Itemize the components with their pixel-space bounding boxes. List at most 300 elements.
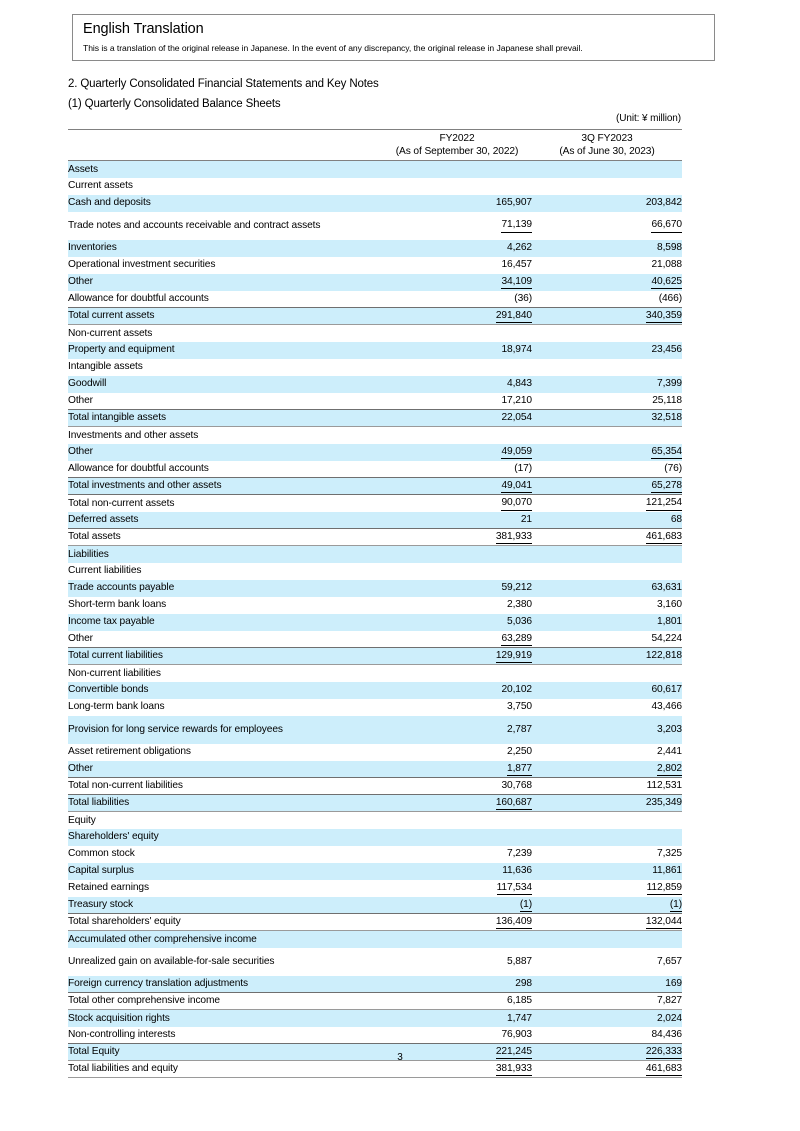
row-value-fy2022 (382, 563, 532, 580)
row-value-fy2022 (382, 495, 532, 512)
row-value-3q-fy2023-text: 169 (665, 978, 682, 989)
row-value-fy2022 (382, 993, 532, 1010)
row-label: Total other comprehensive income (68, 993, 382, 1010)
row-value-3q-fy2023 (532, 699, 682, 716)
table-row (68, 880, 682, 897)
unit-note: (Unit: ¥ million) (616, 113, 681, 124)
column-header-3q-fy2023-line1: 3Q FY2023 (581, 133, 633, 144)
row-value-fy2022 (382, 716, 532, 744)
row-value-3q-fy2023 (532, 563, 682, 580)
row-value-3q-fy2023-text: 65,354 (651, 445, 682, 460)
row-value-fy2022 (382, 846, 532, 863)
table-row (68, 795, 682, 812)
row-value-fy2022-text: 17,210 (501, 395, 532, 406)
table-row (68, 597, 682, 614)
row-value-3q-fy2023 (532, 976, 682, 993)
row-value-3q-fy2023 (532, 308, 682, 325)
table-row (68, 195, 682, 212)
row-value-3q-fy2023-text: 235,349 (645, 797, 682, 809)
row-value-3q-fy2023 (532, 761, 682, 778)
row-value-3q-fy2023 (532, 410, 682, 427)
row-value-3q-fy2023-text: 32,518 (651, 412, 682, 424)
table-row (68, 546, 682, 563)
table-row (68, 240, 682, 257)
row-value-3q-fy2023 (532, 993, 682, 1010)
row-value-3q-fy2023-text: 7,827 (657, 995, 682, 1007)
row-value-3q-fy2023-text: 7,399 (657, 378, 682, 390)
row-value-3q-fy2023 (532, 427, 682, 444)
row-value-fy2022-text: 59,212 (501, 582, 532, 594)
table-row (68, 976, 682, 993)
row-label: Allowance for doubtful accounts (68, 463, 209, 474)
row-value-3q-fy2023-text: 66,670 (651, 218, 682, 233)
table-row (68, 829, 682, 846)
row-value-fy2022-text: 49,059 (501, 445, 532, 460)
row-value-3q-fy2023-text: 112,531 (646, 780, 682, 792)
row-value-fy2022 (382, 829, 532, 846)
row-value-fy2022 (382, 161, 532, 178)
row-value-fy2022 (382, 761, 532, 778)
row-label: Non-current assets (68, 327, 153, 339)
row-value-fy2022 (382, 631, 532, 648)
row-value-3q-fy2023 (532, 648, 682, 665)
row-value-3q-fy2023 (532, 931, 682, 948)
row-value-3q-fy2023 (532, 948, 682, 976)
row-label: Other (68, 274, 382, 291)
row-value-3q-fy2023-text: 60,617 (651, 684, 682, 696)
table-row (68, 914, 682, 931)
row-value-fy2022-text: 4,843 (507, 378, 532, 390)
row-value-fy2022-text: (36) (514, 293, 532, 304)
row-label: Total non-current assets (68, 495, 382, 512)
table-row (68, 1010, 682, 1027)
row-value-fy2022-text: 22,054 (501, 412, 532, 424)
row-value-fy2022 (382, 699, 532, 716)
row-value-fy2022 (382, 308, 532, 325)
row-value-fy2022 (382, 665, 532, 682)
table-row (68, 614, 682, 631)
row-value-fy2022 (382, 931, 532, 948)
row-value-3q-fy2023 (532, 461, 682, 478)
row-label: Long-term bank loans (68, 701, 165, 713)
row-value-fy2022-text: 117,534 (497, 881, 532, 896)
row-value-3q-fy2023 (532, 376, 682, 393)
row-value-3q-fy2023 (532, 631, 682, 648)
row-value-fy2022-text: 1,747 (507, 1012, 532, 1024)
row-value-3q-fy2023 (532, 529, 682, 546)
row-label: Total current liabilities (68, 648, 382, 665)
row-label: Total intangible assets (68, 410, 382, 427)
row-value-fy2022 (382, 529, 532, 546)
row-value-3q-fy2023-text: 68 (670, 514, 682, 525)
row-value-3q-fy2023 (532, 778, 682, 795)
row-value-fy2022-text: 63,289 (501, 632, 532, 647)
row-label: Stock acquisition rights (68, 1010, 382, 1027)
row-label: Income tax payable (68, 614, 382, 631)
table-row (68, 291, 682, 308)
table-row (68, 699, 682, 716)
row-value-3q-fy2023-text: (466) (658, 293, 682, 304)
row-value-3q-fy2023 (532, 291, 682, 308)
table-row (68, 648, 682, 665)
table-row (68, 716, 682, 744)
row-value-3q-fy2023-text: 461,683 (646, 1062, 682, 1077)
table-row (68, 376, 682, 393)
row-label: Inventories (68, 240, 382, 257)
table-row (68, 342, 682, 359)
row-value-3q-fy2023-text: 40,625 (651, 275, 682, 290)
row-value-3q-fy2023-text: 122,818 (645, 650, 682, 662)
row-value-3q-fy2023 (532, 478, 682, 495)
row-value-3q-fy2023 (532, 495, 682, 512)
row-value-3q-fy2023 (532, 274, 682, 291)
column-header-fy2022-line2: (As of September 30, 2022) (395, 146, 519, 157)
row-label: Treasury stock (68, 897, 382, 914)
table-row (68, 665, 682, 682)
row-value-fy2022-text: 16,457 (501, 259, 532, 271)
row-label: Retained earnings (68, 882, 149, 894)
row-value-3q-fy2023-text: 54,224 (651, 633, 682, 644)
row-value-fy2022-text: 21 (520, 514, 532, 525)
table-row (68, 495, 682, 512)
row-value-3q-fy2023 (532, 342, 682, 359)
row-label: Liabilities (68, 546, 382, 563)
row-label: Cash and deposits (68, 195, 382, 212)
row-value-fy2022-text: 11,636 (502, 865, 532, 877)
section-heading: 2. Quarterly Consolidated Financial Statements and Key Notes (68, 78, 379, 90)
row-value-3q-fy2023 (532, 195, 682, 212)
row-label: Foreign currency translation adjustments (68, 976, 382, 993)
row-label: Common stock (68, 848, 135, 860)
row-value-fy2022 (382, 1010, 532, 1027)
row-value-3q-fy2023-text: 43,466 (651, 701, 682, 713)
row-value-fy2022-text: 71,139 (501, 218, 532, 233)
row-label: Goodwill (68, 376, 382, 393)
row-label: Total assets (68, 529, 382, 546)
row-value-fy2022 (382, 410, 532, 427)
row-value-3q-fy2023-text: 461,683 (646, 530, 682, 545)
row-label: Trade notes and accounts receivable and contract assets (68, 219, 321, 231)
row-value-fy2022 (382, 195, 532, 212)
row-value-3q-fy2023 (532, 325, 682, 342)
row-value-3q-fy2023-text: 132,044 (646, 915, 682, 930)
row-value-fy2022 (382, 914, 532, 931)
table-row (68, 1061, 682, 1078)
row-value-3q-fy2023 (532, 580, 682, 597)
row-value-fy2022-text: (1) (520, 898, 532, 913)
row-value-3q-fy2023 (532, 212, 682, 240)
table-row (68, 529, 682, 546)
row-value-fy2022 (382, 212, 532, 240)
row-value-fy2022 (382, 393, 532, 410)
table-row (68, 325, 682, 342)
row-value-fy2022-text: 5,887 (507, 955, 532, 967)
row-label: Other (68, 395, 93, 406)
balance-sheet-body (68, 161, 682, 1078)
row-value-fy2022 (382, 614, 532, 631)
row-label: Short-term bank loans (68, 599, 167, 611)
row-value-fy2022-text: (17) (514, 463, 532, 474)
row-value-fy2022-text: 90,070 (501, 496, 532, 511)
row-value-fy2022 (382, 444, 532, 461)
table-row (68, 563, 682, 580)
row-value-fy2022 (382, 580, 532, 597)
row-value-3q-fy2023-text: 2,802 (657, 762, 682, 777)
row-value-fy2022 (382, 863, 532, 880)
row-value-fy2022-text: 3,750 (507, 701, 532, 713)
table-row (68, 257, 682, 274)
table-row (68, 461, 682, 478)
table-row (68, 1027, 682, 1044)
row-value-fy2022 (382, 178, 532, 195)
table-row (68, 761, 682, 778)
row-value-3q-fy2023 (532, 393, 682, 410)
row-value-fy2022-text: 381,933 (496, 1062, 532, 1077)
row-value-3q-fy2023 (532, 546, 682, 563)
table-row (68, 274, 682, 291)
row-value-3q-fy2023 (532, 178, 682, 195)
table-row (68, 393, 682, 410)
document-headings (68, 74, 728, 114)
row-value-3q-fy2023 (532, 682, 682, 699)
row-value-3q-fy2023-text: 8,598 (657, 242, 682, 254)
row-value-fy2022 (382, 546, 532, 563)
row-value-3q-fy2023 (532, 863, 682, 880)
row-label: Other (68, 761, 382, 778)
row-value-3q-fy2023 (532, 812, 682, 829)
row-value-3q-fy2023 (532, 1061, 682, 1078)
row-value-fy2022-text: 2,250 (507, 746, 532, 758)
table-row (68, 478, 682, 495)
row-value-3q-fy2023-text: 3,160 (657, 599, 682, 611)
row-value-3q-fy2023-text: (76) (664, 463, 682, 474)
row-label: Non-current liabilities (68, 667, 161, 679)
table-row (68, 948, 682, 976)
table-row (68, 444, 682, 461)
row-label: Capital surplus (68, 863, 382, 880)
row-value-3q-fy2023-text: 65,278 (651, 479, 682, 494)
table-row (68, 580, 682, 597)
table-header-row (68, 130, 682, 161)
row-label: Total current assets (68, 308, 382, 325)
row-value-3q-fy2023-text: 226,333 (646, 1045, 682, 1060)
row-label: Provision for long service rewards for employees (68, 716, 382, 744)
row-value-fy2022-text: 1,877 (507, 762, 532, 777)
row-value-fy2022-text: 6,185 (507, 995, 532, 1007)
row-value-3q-fy2023 (532, 880, 682, 897)
row-label: Intangible assets (68, 361, 143, 373)
row-value-3q-fy2023 (532, 161, 682, 178)
row-value-3q-fy2023 (532, 359, 682, 376)
column-header-3q-fy2023 (532, 130, 682, 161)
row-value-3q-fy2023 (532, 257, 682, 274)
column-header-fy2022-line1: FY2022 (439, 133, 475, 144)
table-row (68, 359, 682, 376)
row-value-3q-fy2023 (532, 240, 682, 257)
row-value-3q-fy2023 (532, 1027, 682, 1044)
row-value-fy2022 (382, 478, 532, 495)
row-value-3q-fy2023-text: 23,456 (651, 344, 682, 356)
row-value-fy2022-text: 381,933 (496, 530, 532, 545)
row-value-3q-fy2023-text: 3,203 (657, 723, 682, 735)
row-value-fy2022 (382, 240, 532, 257)
row-value-fy2022 (382, 376, 532, 393)
row-value-3q-fy2023 (532, 444, 682, 461)
balance-sheet-table (68, 129, 682, 1078)
row-label: Current assets (68, 180, 133, 192)
table-row (68, 512, 682, 529)
row-value-3q-fy2023 (532, 512, 682, 529)
row-label: Total liabilities (68, 795, 382, 812)
row-label: Other (68, 444, 382, 461)
row-label: Trade accounts payable (68, 580, 382, 597)
row-value-3q-fy2023 (532, 597, 682, 614)
row-value-fy2022 (382, 1061, 532, 1078)
row-value-3q-fy2023-text: (1) (670, 898, 682, 913)
row-label: Convertible bonds (68, 682, 382, 699)
row-label: Asset retirement obligations (68, 746, 191, 758)
row-value-fy2022 (382, 795, 532, 812)
table-row (68, 897, 682, 914)
row-value-fy2022 (382, 291, 532, 308)
row-label: Shareholders' equity (68, 829, 382, 846)
english-translation-notice (72, 14, 715, 61)
row-value-3q-fy2023 (532, 795, 682, 812)
row-label: Allowance for doubtful accounts (68, 293, 209, 304)
row-value-fy2022 (382, 778, 532, 795)
row-value-fy2022 (382, 359, 532, 376)
table-row (68, 993, 682, 1010)
row-value-fy2022-text: 2,787 (507, 723, 532, 735)
row-value-fy2022-text: 221,245 (496, 1045, 532, 1060)
row-value-fy2022-text: 165,907 (495, 197, 532, 209)
row-value-fy2022 (382, 948, 532, 976)
row-value-3q-fy2023-text: 7,657 (657, 955, 682, 967)
row-value-fy2022 (382, 976, 532, 993)
row-value-3q-fy2023 (532, 914, 682, 931)
row-value-fy2022-text: 7,239 (507, 848, 532, 860)
row-value-fy2022 (382, 682, 532, 699)
table-row (68, 778, 682, 795)
row-value-fy2022 (382, 461, 532, 478)
row-value-3q-fy2023-text: 21,088 (651, 259, 682, 271)
row-value-fy2022-text: 34,109 (501, 275, 532, 290)
row-label: Total non-current liabilities (68, 778, 382, 795)
row-value-fy2022 (382, 427, 532, 444)
subsection-heading: (1) Quarterly Consolidated Balance Sheets (68, 98, 281, 110)
table-row (68, 863, 682, 880)
row-label: Non-controlling interests (68, 1029, 176, 1040)
table-row (68, 308, 682, 325)
row-value-fy2022 (382, 512, 532, 529)
table-row (68, 744, 682, 761)
row-value-fy2022-text: 4,262 (507, 242, 532, 254)
row-value-fy2022 (382, 274, 532, 291)
table-row (68, 161, 682, 178)
row-value-3q-fy2023-text: 203,842 (645, 197, 682, 209)
row-label: Other (68, 633, 93, 644)
row-value-3q-fy2023-text: 1,801 (657, 616, 682, 628)
column-header-3q-fy2023-line2: (As of June 30, 2023) (559, 146, 655, 157)
row-value-3q-fy2023 (532, 614, 682, 631)
row-value-3q-fy2023-text: 112,859 (647, 881, 682, 896)
row-value-fy2022 (382, 812, 532, 829)
row-value-fy2022 (382, 744, 532, 761)
row-value-3q-fy2023 (532, 846, 682, 863)
column-header-fy2022 (382, 130, 532, 161)
row-value-3q-fy2023 (532, 897, 682, 914)
row-label: Total investments and other assets (68, 478, 382, 495)
row-value-3q-fy2023 (532, 829, 682, 846)
row-value-3q-fy2023 (532, 1010, 682, 1027)
row-value-fy2022 (382, 597, 532, 614)
row-value-fy2022-text: 49,041 (501, 479, 532, 494)
row-value-3q-fy2023-text: 7,325 (657, 848, 682, 860)
row-value-3q-fy2023 (532, 716, 682, 744)
row-value-3q-fy2023-text: 84,436 (651, 1029, 682, 1040)
row-label: Total Equity (68, 1044, 382, 1061)
row-label: Accumulated other comprehensive income (68, 931, 382, 948)
table-row (68, 427, 682, 444)
row-value-3q-fy2023-text: 63,631 (651, 582, 682, 594)
row-label: Deferred assets (68, 512, 382, 529)
row-label: Assets (68, 161, 382, 178)
table-row (68, 931, 682, 948)
row-value-fy2022-text: 298 (515, 978, 532, 989)
row-value-fy2022 (382, 648, 532, 665)
row-value-fy2022-text: 5,036 (507, 616, 532, 628)
row-label: Current liabilities (68, 565, 142, 577)
row-label: Total liabilities and equity (68, 1061, 382, 1078)
row-value-fy2022-text: 76,903 (501, 1029, 532, 1040)
table-row (68, 812, 682, 829)
row-value-fy2022 (382, 257, 532, 274)
page-number: 3 (397, 1052, 403, 1063)
table-row (68, 631, 682, 648)
row-value-3q-fy2023-text: 121,254 (646, 496, 682, 511)
row-value-3q-fy2023-text: 25,118 (652, 395, 682, 406)
row-value-fy2022 (382, 897, 532, 914)
row-value-fy2022-text: 30,768 (501, 780, 532, 792)
row-value-fy2022 (382, 880, 532, 897)
row-label: Property and equipment (68, 342, 382, 359)
row-value-fy2022-text: 18,974 (501, 344, 532, 356)
row-value-fy2022-text: 129,919 (496, 649, 532, 664)
row-value-fy2022 (382, 325, 532, 342)
column-header-label (68, 130, 382, 161)
row-value-3q-fy2023-text: 2,441 (657, 746, 682, 758)
table-row (68, 410, 682, 427)
row-label: Total shareholders' equity (68, 914, 382, 931)
table-row (68, 212, 682, 240)
row-value-fy2022-text: 291,840 (496, 309, 532, 324)
row-value-fy2022-text: 20,102 (501, 684, 532, 696)
row-value-fy2022 (382, 1027, 532, 1044)
row-value-3q-fy2023 (532, 665, 682, 682)
notice-disclaimer-text: This is a translation of the original release in Japanese. In the event of any discrepancy, the original release in Japanese shall prevail. (83, 43, 583, 53)
row-value-3q-fy2023-text: 340,359 (646, 309, 682, 324)
row-value-fy2022-text: 2,380 (507, 599, 532, 611)
row-label: Equity (68, 814, 96, 826)
row-value-3q-fy2023-text: 11,861 (652, 865, 682, 877)
row-label: Operational investment securities (68, 259, 216, 271)
row-value-fy2022 (382, 342, 532, 359)
table-row (68, 846, 682, 863)
row-label: Investments and other assets (68, 429, 199, 441)
row-value-3q-fy2023 (532, 744, 682, 761)
row-value-3q-fy2023-text: 2,024 (657, 1012, 682, 1024)
table-row (68, 178, 682, 195)
